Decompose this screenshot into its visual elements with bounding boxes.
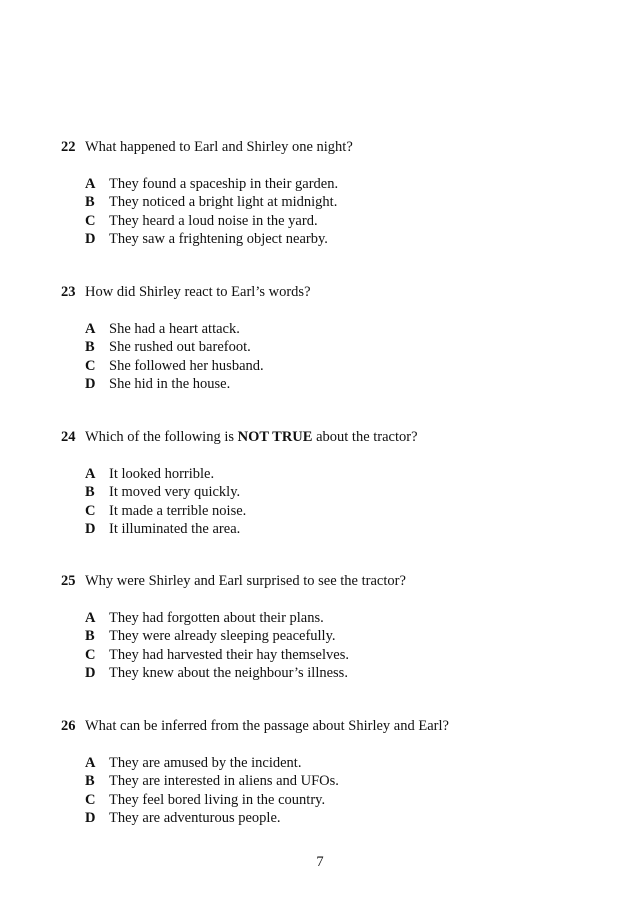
question-stem — [61, 138, 621, 156]
option-letter: D — [85, 375, 96, 392]
option-text: They found a spaceship in their garden. — [109, 176, 339, 192]
options-list — [61, 320, 621, 393]
option-c — [85, 646, 621, 664]
option-text: They are interested in aliens and UFOs. — [109, 773, 339, 790]
question-text-after: about the tractor? — [312, 429, 418, 445]
option-a — [85, 754, 621, 772]
option-letter: A — [85, 176, 96, 192]
option-letter: B — [85, 628, 95, 645]
option-d — [85, 664, 621, 682]
option-text: They are adventurous people. — [109, 809, 281, 826]
option-letter: C — [85, 212, 96, 229]
option-text: They saw a frightening object nearby. — [109, 230, 328, 247]
option-letter: D — [85, 664, 96, 681]
option-text: They had forgotten about their plans. — [109, 610, 324, 626]
option-letter: C — [85, 357, 96, 374]
option-letter: D — [85, 809, 96, 826]
option-text: They noticed a bright light at midnight. — [109, 194, 338, 211]
option-b — [85, 483, 621, 501]
option-text: She hid in the house. — [109, 375, 231, 392]
option-text: It illuminated the area. — [109, 520, 241, 537]
option-text: She had a heart attack. — [109, 321, 240, 337]
question-stem — [61, 717, 621, 735]
option-text: They heard a loud noise in the yard. — [109, 212, 318, 229]
option-a — [85, 175, 621, 193]
question-text: What happened to Earl and Shirley one night? — [85, 139, 353, 155]
option-text: They knew about the neighbour’s illness. — [109, 664, 348, 681]
option-b — [85, 338, 621, 356]
option-letter: D — [85, 520, 96, 537]
question-26 — [61, 717, 621, 827]
option-text: She followed her husband. — [109, 357, 264, 374]
option-letter: B — [85, 194, 95, 211]
option-letter: A — [85, 755, 96, 771]
option-d — [85, 520, 621, 538]
option-letter: A — [85, 610, 96, 626]
option-text: They had harvested their hay themselves. — [109, 646, 349, 663]
question-24 — [61, 428, 621, 538]
question-text-emphasis: NOT TRUE — [237, 429, 313, 445]
question-stem — [61, 283, 621, 301]
option-text: They feel bored living in the country. — [109, 791, 326, 808]
option-c — [85, 502, 621, 520]
option-letter: C — [85, 502, 96, 519]
question-stem — [61, 428, 621, 446]
question-number: 25 — [61, 573, 76, 589]
option-a — [85, 609, 621, 627]
question-25 — [61, 572, 621, 682]
option-text: They are amused by the incident. — [109, 755, 302, 771]
option-b — [85, 193, 621, 211]
question-stem — [61, 572, 621, 590]
option-d — [85, 809, 621, 827]
question-22 — [61, 138, 621, 248]
question-number: 23 — [61, 284, 76, 300]
page-number: 7 — [316, 854, 324, 870]
option-b — [85, 772, 621, 790]
option-text: They were already sleeping peacefully. — [109, 628, 336, 645]
option-letter: A — [85, 466, 96, 482]
option-d — [85, 375, 621, 393]
options-list — [61, 175, 621, 248]
option-a — [85, 465, 621, 483]
option-text: It made a terrible noise. — [109, 502, 247, 519]
question-text — [85, 429, 418, 445]
option-c — [85, 791, 621, 809]
question-text: How did Shirley react to Earl’s words? — [85, 284, 311, 300]
option-letter: C — [85, 791, 96, 808]
options-list — [61, 465, 621, 538]
question-number: 26 — [61, 718, 76, 734]
option-letter: C — [85, 646, 96, 663]
question-number: 22 — [61, 139, 76, 155]
option-letter: D — [85, 230, 96, 247]
question-text: What can be inferred from the passage about Shirley and Earl? — [85, 718, 449, 734]
options-list — [61, 754, 621, 827]
option-a — [85, 320, 621, 338]
question-23 — [61, 283, 621, 393]
option-letter: A — [85, 321, 96, 337]
option-letter: B — [85, 339, 95, 356]
option-text: It looked horrible. — [109, 466, 215, 482]
question-text-before: Which of the following is — [85, 429, 238, 445]
question-text: Why were Shirley and Earl surprised to see the tractor? — [85, 573, 406, 589]
options-list — [61, 609, 621, 682]
option-c — [85, 357, 621, 375]
option-letter: B — [85, 484, 95, 501]
option-d — [85, 230, 621, 248]
option-b — [85, 627, 621, 645]
option-c — [85, 212, 621, 230]
option-text: It moved very quickly. — [109, 484, 241, 501]
option-letter: B — [85, 773, 95, 790]
option-text: She rushed out barefoot. — [109, 339, 251, 356]
question-number: 24 — [61, 429, 76, 445]
